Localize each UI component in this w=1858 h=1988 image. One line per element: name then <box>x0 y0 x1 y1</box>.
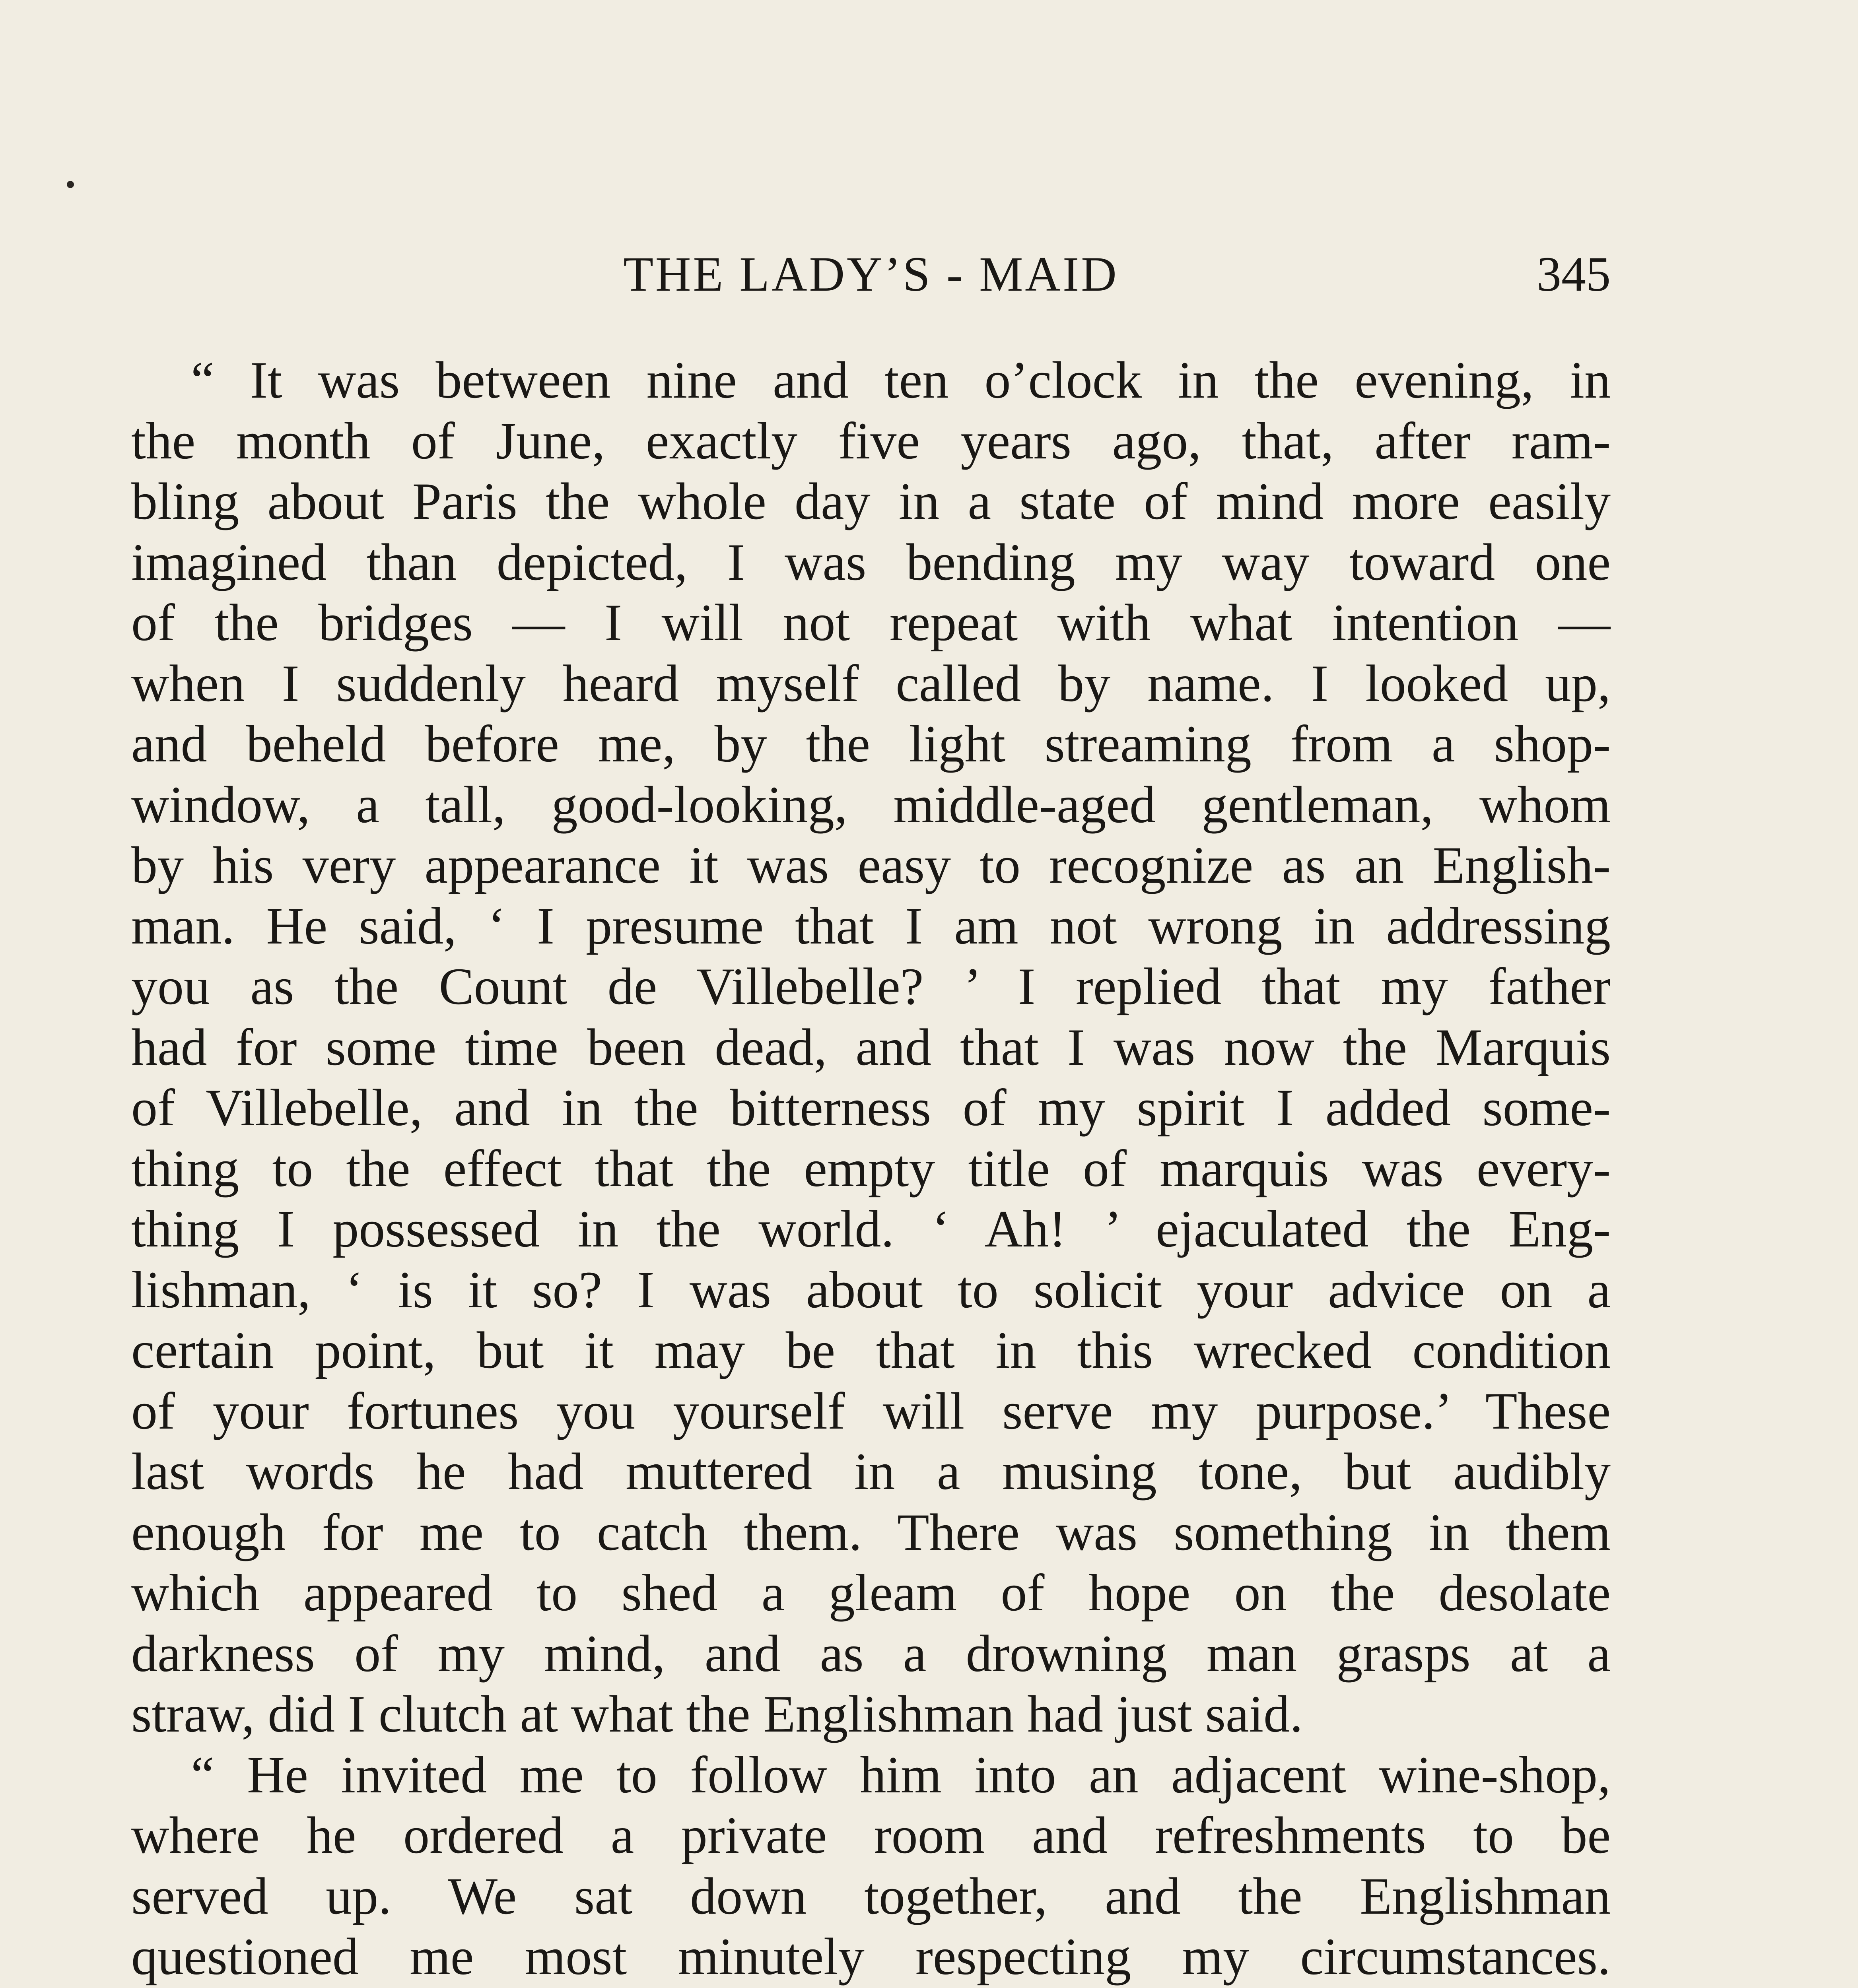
text-line: you as the Count de Villebelle? ’ I replied that my father <box>131 957 1611 1015</box>
text-line: where he ordered a private room and refreshments to be <box>131 1806 1611 1864</box>
running-title: THE LADY’S - MAID <box>623 247 1119 301</box>
text-line: thing to the effect that the empty title of marquis was every- <box>131 1139 1611 1198</box>
text-line: straw, did I clutch at what the Englishman had just said. <box>131 1685 1303 1743</box>
text-line: by his very appearance it was easy to recognize as an English- <box>131 836 1611 894</box>
text-line: certain point, but it may be that in this wrecked condition <box>131 1321 1611 1379</box>
text-line: imagined than depicted, I was bending my way toward one <box>131 532 1611 591</box>
text-line: darkness of my mind, and as a drowning man grasps at a <box>131 1624 1611 1683</box>
text-line: enough for me to catch them. There was something in them <box>131 1503 1611 1561</box>
text-line: thing I possessed in the world. ‘ Ah! ’ ejaculated the Eng- <box>131 1200 1611 1258</box>
text-line: “ It was between nine and ten o’clock in the evening, in <box>191 351 1611 409</box>
text-line: man. He said, ‘ I presume that I am not wrong in addressing <box>131 896 1611 955</box>
text-line: when I suddenly heard myself called by name. I looked up, <box>131 654 1611 712</box>
text-line: the month of June, exactly five years ago, that, after ram- <box>131 411 1611 470</box>
text-line: bling about Paris the whole day in a state of mind more easily <box>131 472 1611 530</box>
paragraph <box>131 350 1611 1745</box>
text-line: “ He invited me to follow him into an adjacent wine-shop, <box>191 1745 1611 1804</box>
text-line: window, a tall, good-looking, middle-aged gentleman, whom <box>131 775 1611 834</box>
text-line: served up. We sat down together, and the Englishman <box>131 1866 1611 1925</box>
text-line: had for some time been dead, and that I was now the Marquis <box>131 1017 1611 1076</box>
text-line: and beheld before me, by the light streaming from a shop- <box>131 714 1611 773</box>
text-line: of your fortunes you yourself will serve my purpose.’ These <box>131 1381 1611 1440</box>
running-header <box>131 243 1611 306</box>
text-line: of the bridges — I will not repeat with what intention — <box>131 593 1611 652</box>
text-line: which appeared to shed a gleam of hope on the desolate <box>131 1563 1611 1622</box>
paragraph <box>131 1745 1611 1988</box>
text-line: of Villebelle, and in the bitterness of my spirit I added some- <box>131 1078 1611 1137</box>
text-line: last words he had muttered in a musing tone, but audibly <box>131 1442 1611 1501</box>
text-line: lishman, ‘ is it so? I was about to solicit your advice on a <box>131 1260 1611 1319</box>
ink-speck <box>67 181 74 188</box>
text-line: questioned me most minutely respecting my circumstances. <box>131 1927 1611 1986</box>
page-number: 345 <box>1537 247 1611 301</box>
body-text <box>131 350 1611 1988</box>
